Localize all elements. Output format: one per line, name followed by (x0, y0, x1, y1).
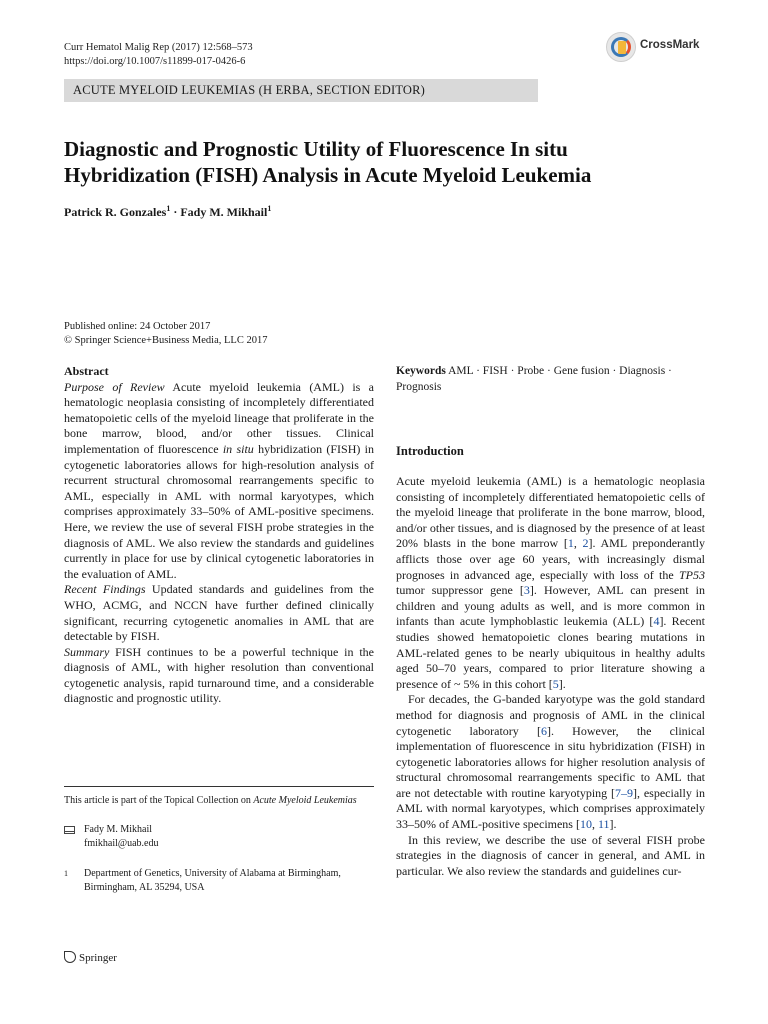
publisher-name: Springer (79, 952, 117, 964)
intro-paragraph: Acute myeloid leukemia (AML) is a hematologic neoplasia consisting of incompletely differentiated hematopoietic cells of the myeloid lineage that proliferate in the bone marrow, blood, and/or other tissues, and is diagnosed by the presence of at least 20% blasts in the bone marrow [1, 2]. AML preponderantly afflicts those over age 60 years, with increasingly dismal prognoses in advanced age, especially with loss of the TP53 tumor suppressor gene [3]. However, AML can present in children and young adults as well, and is more common in infants than acute lymphoblastic leukemia (ALL) [4]. Recent studies showed hematopoietic clones bearing mutations in AML-related genes to be nearly ubiquitous in healthy adults aged 50–70 years, compared to prior literature showing a presence of ~ 5% in this cohort [5]. (396, 474, 706, 691)
findings-text: Updated standards and guidelines from the WHO, ACMG, and NCCN have further defined clinically significant, recurring cytogenetic anomalies in AML that are detectable by FISH. (64, 582, 374, 644)
citation-link[interactable]: 4 (653, 614, 660, 629)
citation-link[interactable]: 3 (523, 583, 530, 598)
crossmark-label: CrossMark (640, 39, 700, 51)
springer-horse-icon (64, 951, 76, 963)
introduction-heading: Introduction (396, 444, 464, 458)
topical-collection-note (64, 794, 374, 807)
intro-paragraph: For decades, the G-banded karyotype was the gold standard method for diagnosis and prognosis of AML in the clinical cytogenetic laboratory [6]. However, the clinical implementation of fluorescence in situ hybridization (FISH) in cytogenetic laboratories allows for higher resolution analysis of structural chromosomal rearrangements specific to AML that are not detectable with routine karyotyping [7–9], especially in AML with normal karyotypes, which comprises approximately 33–50% of AML-positive specimens [10, 11]. (396, 692, 705, 832)
journal-citation: Curr Hematol Malig Rep (2017) 12:568–573 (64, 42, 253, 53)
keywords (396, 364, 705, 395)
affiliation-line-1: Department of Genetics, University of Alabama at Birmingham, (84, 868, 341, 879)
purpose-label: Purpose of Review (64, 379, 165, 394)
collection-name[interactable]: Acute Myeloid Leukemias (253, 795, 357, 806)
abstract-purpose (64, 380, 374, 583)
copyright-notice: © Springer Science+Business Media, LLC 2017 (64, 335, 268, 346)
corresponding-author (64, 823, 158, 851)
keywords-text: AML · FISH · Probe · Gene fusion · Diagnosis · Prognosis (396, 365, 672, 393)
author-separator: · (170, 205, 181, 219)
citation-link[interactable]: 2 (582, 536, 589, 551)
citation-link[interactable]: 1 (567, 536, 574, 551)
summary-label: Summary (64, 644, 110, 659)
abstract-summary (64, 645, 374, 707)
article-title (64, 136, 704, 188)
title-line-1: Diagnostic and Prognostic Utility of Fluorescence In situ (64, 137, 568, 161)
introduction-body (396, 474, 705, 879)
gene-name: TP53 (678, 567, 705, 582)
published-date: Published online: 24 October 2017 (64, 321, 211, 332)
citation-link[interactable]: 5 (552, 676, 559, 691)
contact-email[interactable]: fmikhail@uab.edu (84, 838, 159, 849)
publication-info (64, 320, 267, 348)
section-banner: ACUTE MYELOID LEUKEMIAS (H ERBA, SECTION EDITOR) (64, 79, 538, 102)
crossmark-badge[interactable] (606, 32, 716, 66)
citation-link[interactable]: 11 (597, 817, 610, 832)
affiliation-line-2: Birmingham, AL 35294, USA (84, 882, 205, 893)
intro-paragraph: In this review, we describe the use of several FISH probe strategies in the diagnosis of cancer in general, and AML in particular. We also review the standards and guidelines cur- (396, 832, 705, 878)
citation-link[interactable]: 7–9 (615, 785, 633, 800)
collection-text: This article is part of the Topical Collection on (64, 795, 254, 806)
summary-text: FISH continues to be a powerful technique in the diagnosis of AML, with higher resolution than conventional cytogenetic analysis, rapid turnaround time, and a considerable diagnostic and prognostic utility. (64, 644, 374, 706)
footnote-divider (64, 786, 374, 787)
publisher-footer (64, 951, 117, 964)
abstract-findings (64, 582, 374, 644)
envelope-icon (64, 826, 75, 834)
author-affiliation-mark: 1 (267, 204, 272, 213)
author-affiliation-mark: 1 (166, 204, 171, 213)
purpose-text: Acute myeloid leukemia (AML) is a hematologic neoplasia consisting of incompletely differentiated hematopoietic cells of the myeloid lineage that proliferate in the bone marrow, blood, and/or other tissues. Clinical implementation of fluorescence (64, 379, 374, 456)
affiliation (64, 867, 341, 895)
contact-name: Fady M. Mikhail (84, 824, 153, 835)
crossmark-icon (606, 32, 636, 62)
abstract-heading: Abstract (64, 364, 109, 378)
in-situ-italic: in situ (222, 441, 254, 456)
author-list (64, 204, 271, 220)
author-name[interactable]: Patrick R. Gonzales (64, 205, 167, 219)
citation-link[interactable]: 6 (540, 723, 547, 738)
author-name[interactable]: Fady M. Mikhail (180, 205, 268, 219)
title-line-2: Hybridization (FISH) Analysis in Acute Myeloid Leukemia (64, 163, 592, 187)
journal-citation-block (64, 41, 253, 69)
doi-link[interactable]: https://doi.org/10.1007/s11899-017-0426-6 (64, 56, 246, 67)
findings-label: Recent Findings (64, 582, 146, 597)
purpose-text-continued: hybridization (FISH) in cytogenetic laboratories allows for high-resolution analysis of recurrent structural chromosomal rearrangements specific to AML, especially in AML with normal karyotypes, which comprises approximately 33–50% of AML-positive specimens. Here, we review the use of several FISH probe strategies in the diagnosis of AML. We also review the standards and guidelines currently in place for use by clinical cytogenetic laboratories in the evaluation of AML. (64, 441, 374, 581)
citation-link[interactable]: 10 (579, 817, 592, 832)
abstract (64, 364, 374, 707)
affiliation-number: 1 (64, 869, 68, 878)
keywords-label: Keywords (396, 365, 446, 377)
